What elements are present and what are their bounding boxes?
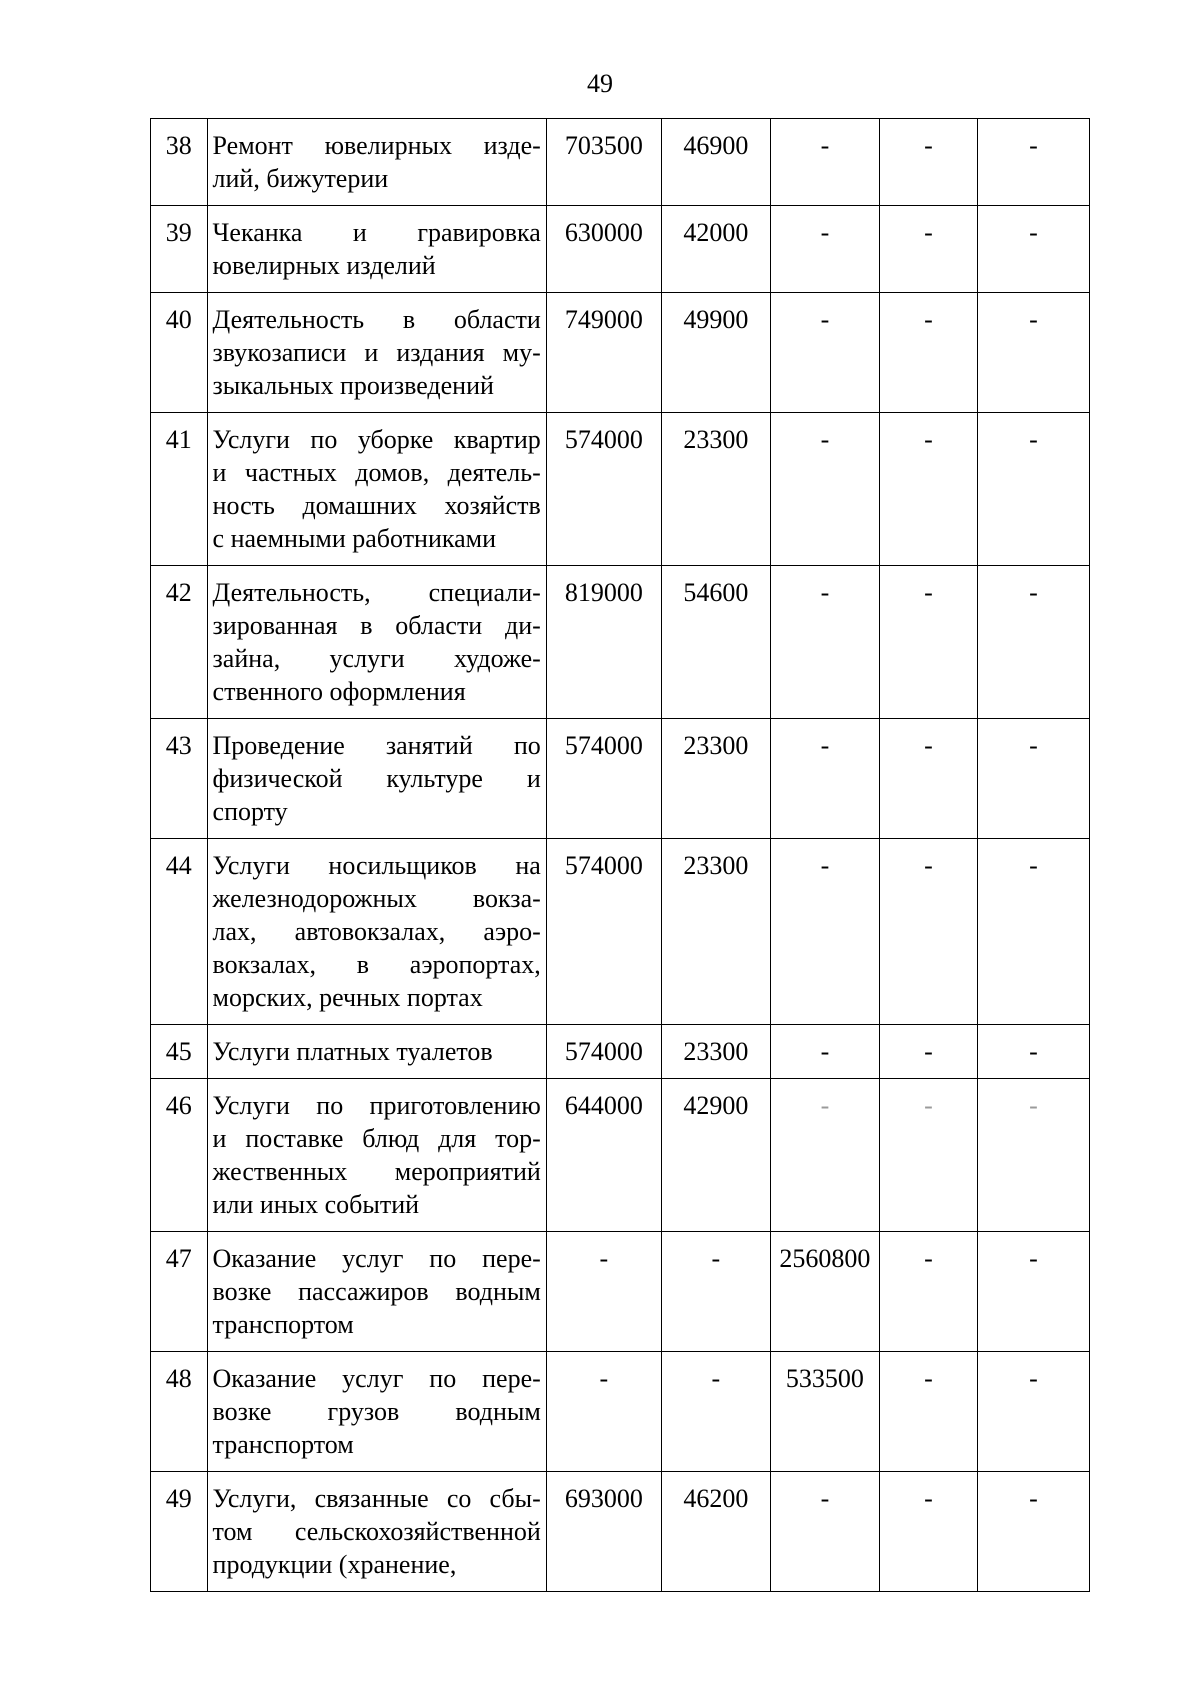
value-cell-5: - bbox=[977, 839, 1089, 1025]
value-cell-4: - bbox=[879, 1232, 977, 1352]
value-cell-1: 574000 bbox=[546, 839, 661, 1025]
service-name-line: зированная в области ди- bbox=[212, 611, 541, 640]
table-row bbox=[151, 1472, 1090, 1592]
service-name-line: спорту bbox=[212, 797, 288, 826]
service-name bbox=[207, 293, 546, 413]
value-cell-2: 42900 bbox=[661, 1079, 770, 1232]
row-number: 47 bbox=[151, 1232, 208, 1352]
service-name bbox=[207, 413, 546, 566]
service-name-line: Ремонт ювелирных изде- bbox=[212, 131, 541, 160]
service-name-line: и поставке блюд для тор- bbox=[212, 1124, 541, 1153]
row-number: 48 bbox=[151, 1352, 208, 1472]
service-name-line: ность домашних хозяйств bbox=[212, 491, 541, 520]
service-name-line: лий, бижутерии bbox=[212, 164, 389, 193]
table-row bbox=[151, 839, 1090, 1025]
value-cell-4: - bbox=[879, 413, 977, 566]
value-cell-4: - bbox=[879, 566, 977, 719]
row-number: 38 bbox=[151, 119, 208, 206]
service-name-line: Услуги, связанные со сбы- bbox=[212, 1484, 541, 1513]
value-cell-3: - bbox=[770, 566, 879, 719]
service-name bbox=[207, 119, 546, 206]
value-cell-2: 46900 bbox=[661, 119, 770, 206]
value-cell-1: 819000 bbox=[546, 566, 661, 719]
table-row bbox=[151, 1232, 1090, 1352]
value-cell-1: 644000 bbox=[546, 1079, 661, 1232]
value-cell-1: 630000 bbox=[546, 206, 661, 293]
value-cell-5: - bbox=[977, 1079, 1089, 1232]
service-name-line: Услуги по уборке квартир bbox=[212, 425, 541, 454]
service-name-line: транспортом bbox=[212, 1310, 354, 1339]
table-row bbox=[151, 1352, 1090, 1472]
row-number: 45 bbox=[151, 1025, 208, 1079]
service-name bbox=[207, 1232, 546, 1352]
value-cell-1: 749000 bbox=[546, 293, 661, 413]
value-cell-2: 46200 bbox=[661, 1472, 770, 1592]
value-cell-4: - bbox=[879, 719, 977, 839]
value-cell-3: - bbox=[770, 839, 879, 1025]
value-cell-5: - bbox=[977, 413, 1089, 566]
table-body bbox=[151, 119, 1090, 1592]
row-number: 41 bbox=[151, 413, 208, 566]
value-cell-1: - bbox=[546, 1232, 661, 1352]
value-cell-5: - bbox=[977, 119, 1089, 206]
service-name-line: Услуги носильщиков на bbox=[212, 851, 541, 880]
service-name-line: лах, автовокзалах, аэро- bbox=[212, 917, 541, 946]
value-cell-2: 23300 bbox=[661, 719, 770, 839]
value-cell-4: - bbox=[879, 1472, 977, 1592]
services-table bbox=[150, 118, 1090, 1592]
row-number: 42 bbox=[151, 566, 208, 719]
value-cell-3: - bbox=[770, 206, 879, 293]
service-name-line: морских, речных портах bbox=[212, 983, 483, 1012]
value-cell-3: - bbox=[770, 413, 879, 566]
service-name-line: вокзалах, в аэропортах, bbox=[212, 950, 541, 979]
service-name-line: Чеканка и гравировка bbox=[212, 218, 541, 247]
value-cell-5: - bbox=[977, 1472, 1089, 1592]
value-cell-1: 574000 bbox=[546, 1025, 661, 1079]
table-row bbox=[151, 1079, 1090, 1232]
value-cell-1: 574000 bbox=[546, 719, 661, 839]
table-row bbox=[151, 293, 1090, 413]
service-name-line: и частных домов, деятель- bbox=[212, 458, 541, 487]
value-cell-5: - bbox=[977, 206, 1089, 293]
service-name-line: физической культуре и bbox=[212, 764, 541, 793]
value-cell-5: - bbox=[977, 566, 1089, 719]
value-cell-5: - bbox=[977, 1352, 1089, 1472]
value-cell-2: 23300 bbox=[661, 413, 770, 566]
service-name-line: ювелирных изделий bbox=[212, 251, 436, 280]
value-cell-5: - bbox=[977, 1025, 1089, 1079]
value-cell-3: - bbox=[770, 1025, 879, 1079]
service-name-line: железнодорожных вокза- bbox=[212, 884, 541, 913]
service-name bbox=[207, 1079, 546, 1232]
value-cell-4: - bbox=[879, 293, 977, 413]
value-cell-4: - bbox=[879, 1079, 977, 1232]
service-name bbox=[207, 566, 546, 719]
table-row bbox=[151, 119, 1090, 206]
value-cell-2: 54600 bbox=[661, 566, 770, 719]
value-cell-2: 42000 bbox=[661, 206, 770, 293]
value-cell-2: 23300 bbox=[661, 839, 770, 1025]
service-name-line: Оказание услуг по пере- bbox=[212, 1244, 541, 1273]
row-number: 49 bbox=[151, 1472, 208, 1592]
service-name-line: Услуги по приготовлению bbox=[212, 1091, 541, 1120]
value-cell-3: - bbox=[770, 1472, 879, 1592]
service-name-line: или иных событий bbox=[212, 1190, 420, 1219]
value-cell-1: 574000 bbox=[546, 413, 661, 566]
value-cell-4: - bbox=[879, 119, 977, 206]
service-name-line: жественных мероприятий bbox=[212, 1157, 541, 1186]
service-name-line: транспортом bbox=[212, 1430, 354, 1459]
value-cell-4: - bbox=[879, 1352, 977, 1472]
service-name-line: зайна, услуги художе- bbox=[212, 644, 541, 673]
service-name-line: Деятельность, специали- bbox=[212, 578, 541, 607]
service-name-line: том сельскохозяйственной bbox=[212, 1517, 541, 1546]
service-name-line: Проведение занятий по bbox=[212, 731, 541, 760]
service-name-line: звукозаписи и издания му- bbox=[212, 338, 541, 367]
value-cell-3: - bbox=[770, 1079, 879, 1232]
service-name bbox=[207, 1025, 546, 1079]
service-name bbox=[207, 839, 546, 1025]
service-name-line: Услуги платных туалетов bbox=[212, 1037, 493, 1066]
value-cell-2: 23300 bbox=[661, 1025, 770, 1079]
service-name-line: возке пассажиров водным bbox=[212, 1277, 541, 1306]
service-name-line: ственного оформления bbox=[212, 677, 466, 706]
service-name-line: продукции (хранение, bbox=[212, 1550, 457, 1579]
value-cell-5: - bbox=[977, 293, 1089, 413]
table-row bbox=[151, 566, 1090, 719]
value-cell-4: - bbox=[879, 206, 977, 293]
value-cell-1: 693000 bbox=[546, 1472, 661, 1592]
value-cell-1: - bbox=[546, 1352, 661, 1472]
value-cell-3: - bbox=[770, 119, 879, 206]
service-name-line: зыкальных произведений bbox=[212, 371, 494, 400]
service-name-line: возке грузов водным bbox=[212, 1397, 541, 1426]
value-cell-5: - bbox=[977, 719, 1089, 839]
row-number: 40 bbox=[151, 293, 208, 413]
value-cell-1: 703500 bbox=[546, 119, 661, 206]
value-cell-3: 533500 bbox=[770, 1352, 879, 1472]
value-cell-3: - bbox=[770, 719, 879, 839]
value-cell-3: 2560800 bbox=[770, 1232, 879, 1352]
table-row bbox=[151, 1025, 1090, 1079]
row-number: 43 bbox=[151, 719, 208, 839]
service-name-line: Деятельность в области bbox=[212, 305, 541, 334]
value-cell-4: - bbox=[879, 1025, 977, 1079]
table-row bbox=[151, 413, 1090, 566]
service-name-line: Оказание услуг по пере- bbox=[212, 1364, 541, 1393]
value-cell-2: 49900 bbox=[661, 293, 770, 413]
table-row bbox=[151, 206, 1090, 293]
value-cell-5: - bbox=[977, 1232, 1089, 1352]
service-name bbox=[207, 206, 546, 293]
service-name-line: с наемными работниками bbox=[212, 524, 497, 553]
service-name bbox=[207, 719, 546, 839]
value-cell-4: - bbox=[879, 839, 977, 1025]
row-number: 44 bbox=[151, 839, 208, 1025]
row-number: 46 bbox=[151, 1079, 208, 1232]
value-cell-2: - bbox=[661, 1232, 770, 1352]
service-name bbox=[207, 1352, 546, 1472]
value-cell-2: - bbox=[661, 1352, 770, 1472]
service-name bbox=[207, 1472, 546, 1592]
page-number: 49 bbox=[587, 69, 613, 98]
row-number: 39 bbox=[151, 206, 208, 293]
value-cell-3: - bbox=[770, 293, 879, 413]
table-row bbox=[151, 719, 1090, 839]
